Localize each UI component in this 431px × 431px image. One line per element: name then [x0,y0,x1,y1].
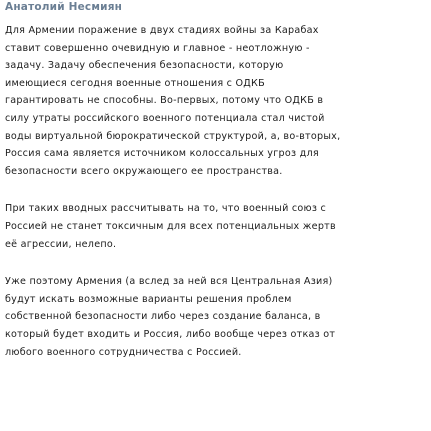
text-line: любого военного сотрудничества с Россией. [5,346,242,358]
post-body [5,0,427,361]
text-line: который будет входить и Россия, либо вообще через отказ от [5,328,336,340]
text-line: задачу. Задачу обеспечения безопасности, которую [5,60,284,72]
text-line: ставит совершенно очевидную и главное - неотложную - [5,42,310,54]
paragraph-1 [5,22,427,180]
text-line: Для Армении поражение в двух стадиях войны за Карабах [5,25,319,36]
text-line: силу утраты российского военного потенциала стал чистой [5,112,325,124]
text-line: будут искать возможные варианты решения проблем [5,293,292,305]
text-line: Россией не станет токсичным для всех потенциальных жертв [5,220,336,232]
text-line: имеющиеся сегодня военные отношения с ОДКБ [5,77,265,89]
text-line: Уже поэтому Армения (а вслед за ней вся Центральная Азия) [5,276,333,288]
text-line: безопасности всего окружающего ее пространства. [5,165,283,177]
author-name[interactable]: Анатолий Несмиян [5,1,123,13]
text-line: При таких вводных рассчитывать на то, что военный союз с [5,203,327,215]
text-line: гарантировать не способны. Во-первых, потому что ОДКБ в [5,95,324,107]
text-line: воды виртуальной бюрократической структурой, а, во-вторых, [5,130,341,142]
paragraph-2 [5,200,427,253]
paragraph-3 [5,273,427,361]
text-line: собственной безопасности либо через создание баланса, в [5,311,321,323]
text-line: её агрессии, нелепо. [5,238,117,250]
text-line: Россия сама является источником колоссальных угроз для [5,148,319,160]
